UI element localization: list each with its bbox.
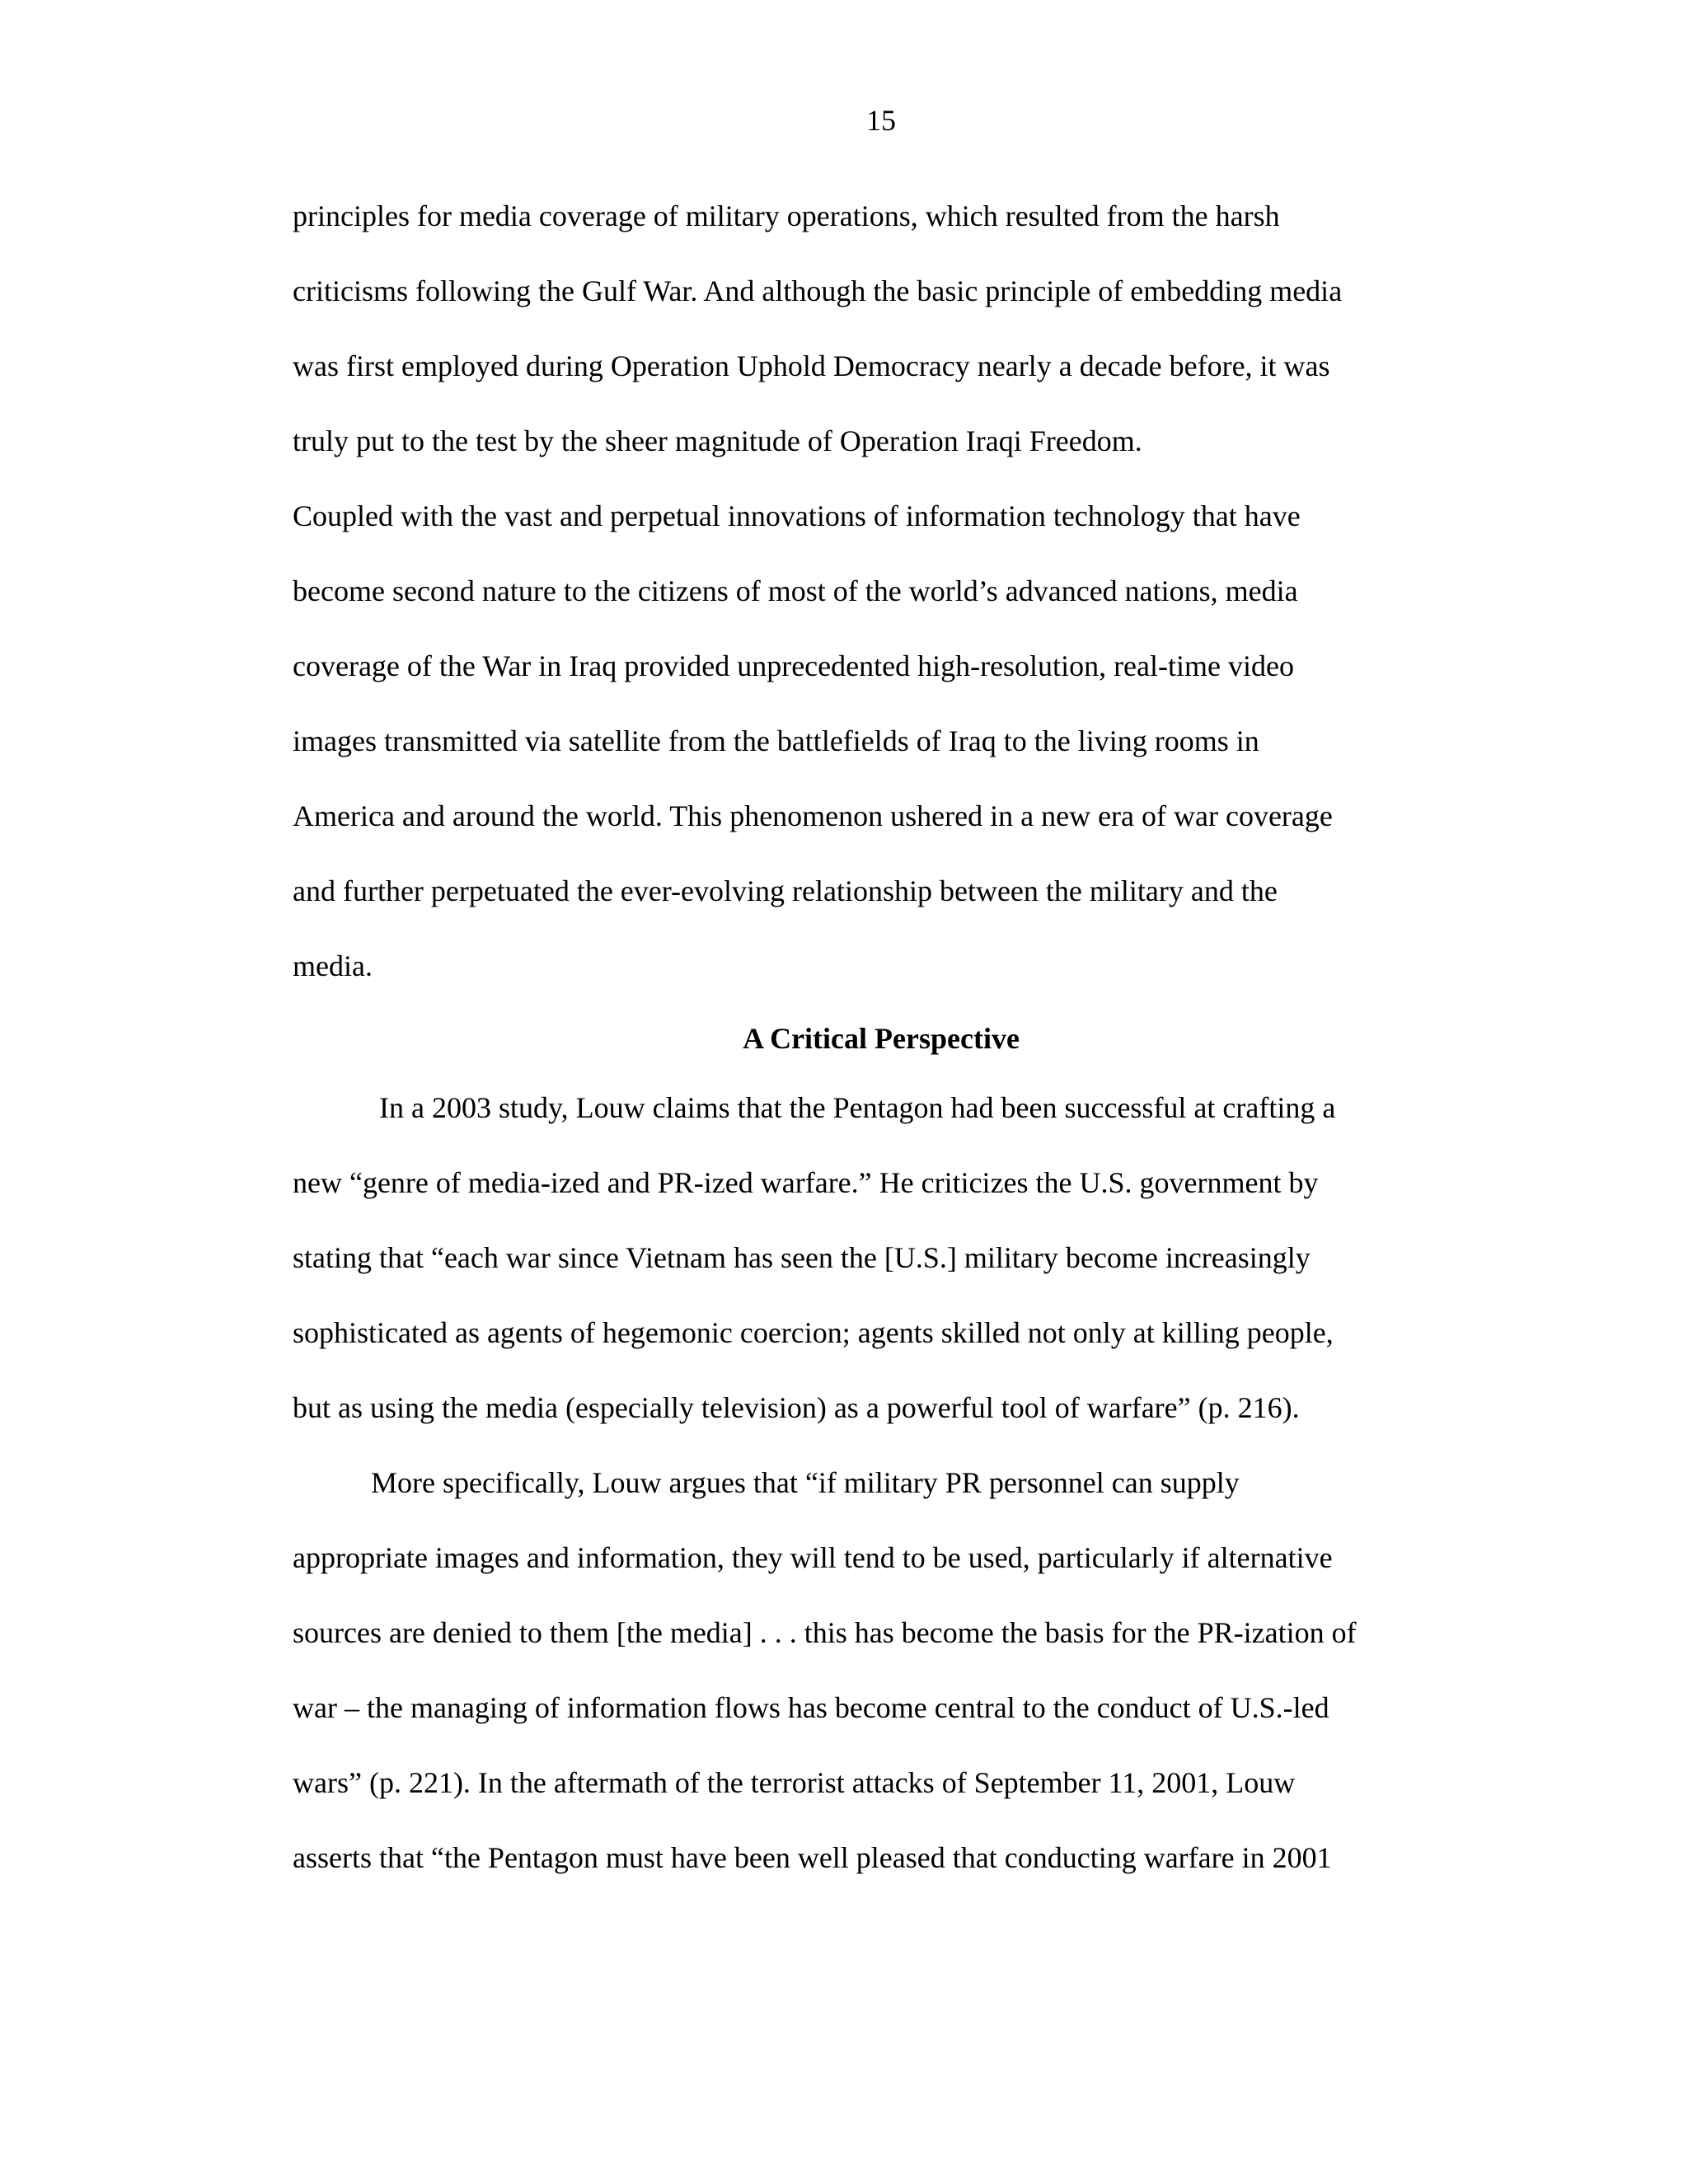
text-line: sophisticated as agents of hegemonic coercion; agents skilled not only at killing people, <box>293 1316 1334 1349</box>
text-line: appropriate images and information, they will tend to be used, particularly if alternative <box>293 1541 1333 1574</box>
text-line: truly put to the test by the sheer magnitude of Operation Iraqi Freedom. <box>293 424 1142 457</box>
text-line: new “genre of media-ized and PR-ized warfare.” He criticizes the U.S. government by <box>293 1166 1319 1199</box>
text-line: In a 2003 study, Louw claims that the Pentagon had been successful at crafting a <box>379 1091 1336 1124</box>
text-line: America and around the world. This phenomenon ushered in a new era of war coverage <box>293 799 1333 832</box>
text-line: Coupled with the vast and perpetual innovations of information technology that have <box>293 499 1301 532</box>
text-line: and further perpetuated the ever-evolving relationship between the military and the <box>293 874 1278 907</box>
text-line: principles for media coverage of military operations, which resulted from the harsh <box>293 199 1280 232</box>
text-line: but as using the media (especially television) as a powerful tool of warfare” (p. 216). <box>293 1391 1300 1424</box>
text-line: More specifically, Louw argues that “if military PR personnel can supply <box>371 1466 1240 1499</box>
text-line: images transmitted via satellite from the battlefields of Iraq to the living rooms in <box>293 724 1259 757</box>
text-line: war – the managing of information flows has become central to the conduct of U.S.-led <box>293 1691 1329 1724</box>
text-line: stating that “each war since Vietnam has seen the [U.S.] military become increasingly <box>293 1241 1311 1274</box>
text-line: wars” (p. 221). In the aftermath of the terrorist attacks of September 11, 2001, Louw <box>293 1766 1296 1799</box>
text-line: become second nature to the citizens of most of the world’s advanced nations, media <box>293 574 1298 607</box>
text-line: sources are denied to them [the media] . . . this has become the basis for the PR-ization of <box>293 1616 1357 1649</box>
page-number: 15 <box>866 104 896 137</box>
text-line: coverage of the War in Iraq provided unprecedented high-resolution, real-time video <box>293 649 1294 682</box>
text-line: criticisms following the Gulf War. And although the basic principle of embedding media <box>293 274 1343 307</box>
text-line: asserts that “the Pentagon must have been well pleased that conducting warfare in 2001 <box>293 1841 1332 1874</box>
text-line: media. <box>293 949 373 982</box>
section-heading: A Critical Perspective <box>743 1022 1020 1055</box>
text-line: was first employed during Operation Uphold Democracy nearly a decade before, it was <box>293 349 1330 382</box>
